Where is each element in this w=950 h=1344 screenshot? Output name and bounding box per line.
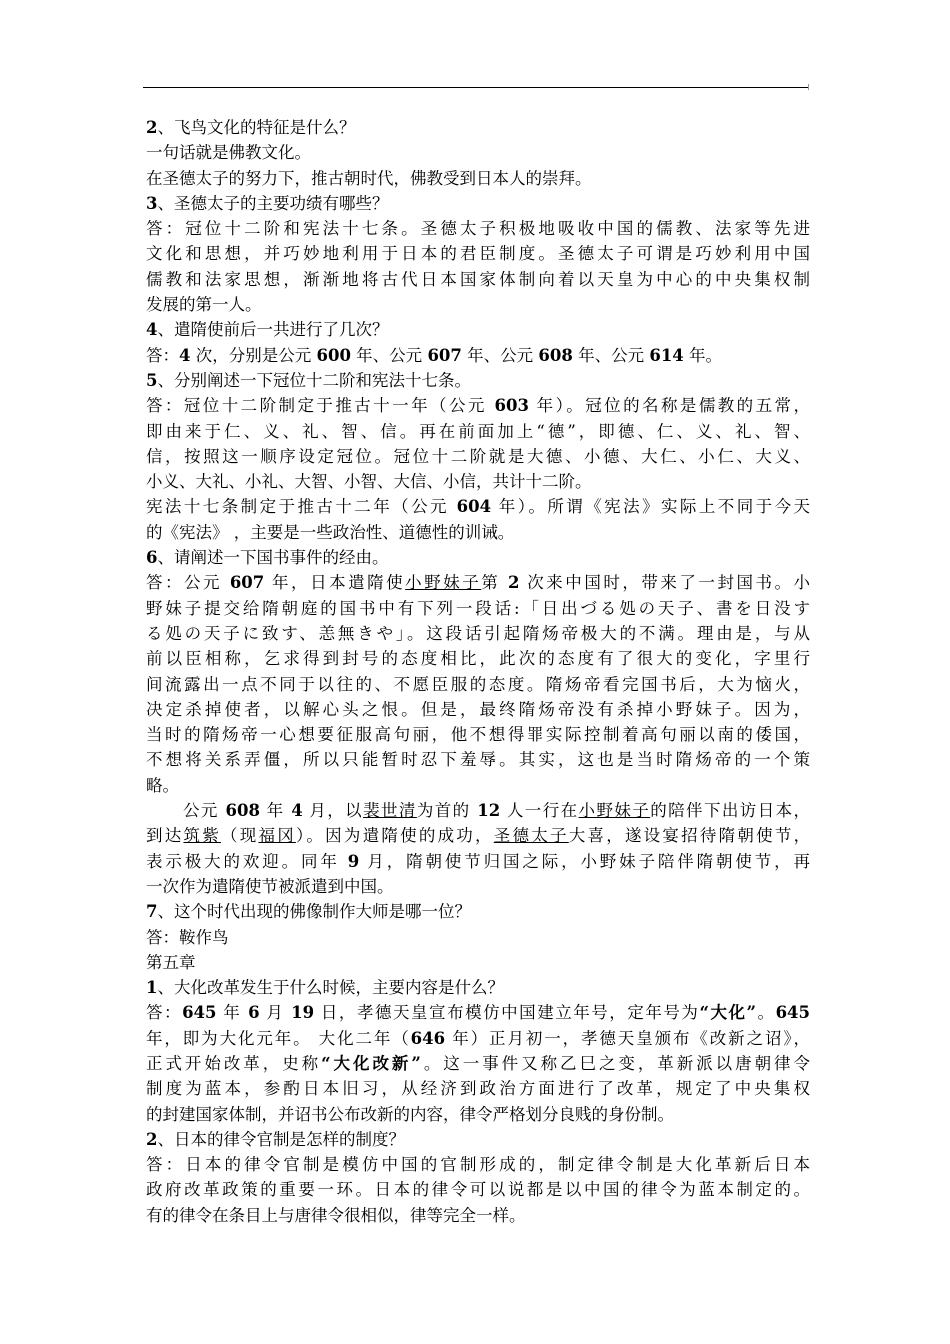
answer-line: 答：公元 607 年，日本遣隋使小野妹子第 2 次来中国时，带来了一封国书。小: [146, 573, 811, 593]
answer-line: 制度为蓝本，参酌日本旧习，从经济到政治方面进行了改革，规定了中央集权: [146, 1079, 810, 1099]
question-heading: 2、飞鸟文化的特征是什么？: [146, 118, 356, 137]
answer-line: 有的律令在条目上与唐律令很相似，律等完全一样。: [146, 1205, 526, 1225]
answer-line: 信，按照这一顺序设定冠位。冠位十二阶就是大德、小德、大仁、小仁、大义、: [146, 446, 810, 466]
answer-line: 答：冠位十二阶和宪法十七条。圣德太子积极地吸收中国的儒教、法家等先进: [146, 219, 810, 239]
answer-line: 发展的第一人。: [146, 295, 262, 315]
question-heading: 1、大化改革发生于什么时候，主要内容是什么？: [146, 978, 504, 998]
answer-line: 文化和思想，并巧妙地利用于日本的君臣制度。圣德太子可谓是巧妙利用中国: [146, 244, 810, 264]
question-heading: 7、这个时代出现的佛像制作大师是哪一位？: [146, 902, 471, 922]
answer-line: 答：鞍作鸟: [146, 927, 229, 947]
answer-line: 政府改革政策的重要一环。日本的律令可以说都是以中国的律令为蓝本制定的。: [146, 1180, 810, 1200]
question-heading: 5、分别阐述一下冠位十二阶和宪法十七条。: [146, 370, 471, 390]
answer-line: 即由来于仁、义、礼、智、信。再在前面加上“德”，即德、仁、义、礼、智、: [146, 421, 810, 441]
answer-line: 答：4 次，分别是公元 600 年、公元 607 年、公元 608 年、公元 614 年。: [146, 345, 723, 365]
question-heading: 4、遣隋使前后一共进行了几次？: [146, 320, 389, 340]
answer-line: 间流露出一点不同于以往的、不愿臣服的态度。隋炀帝看完国书后，大为恼火，: [146, 674, 810, 694]
answer-line: 决定杀掉使者，以解心头之恨。但是，最终隋炀帝没有杀掉小野妹子。因为，: [146, 699, 810, 719]
header-rule-tick: [808, 84, 809, 90]
answer-line: 答：645 年 6 月 19 日，孝德天皇宣布模仿中国建立年号，定年号为“大化”。645: [146, 1003, 811, 1023]
answer-line: 小义、大礼、小礼、大智、小智、大信、小信，共计十二阶。: [146, 472, 592, 492]
answer-line: 略。: [146, 775, 179, 795]
answer-line: 答：日本的律令官制是模仿中国的官制形成的，制定律令制是大化革新后日本: [146, 1155, 810, 1175]
answer-line: 儒教和法家思想，渐渐地将古代日本国家体制向着以天皇为中心的中央集权制: [146, 269, 810, 289]
header-rule: [143, 87, 809, 88]
answer-line: 一句话就是佛教文化。: [146, 143, 311, 163]
answer-line: る処の天子に致す、恙無きや」。这段话引起隋炀帝极大的不满。理由是，与从: [146, 623, 810, 643]
question-heading: 2、日本的律令官制是怎样的制度？: [146, 1129, 405, 1149]
answer-line: 的封建国家体制，并诏书公布改新的内容，律令严格划分良贱的身份制。: [146, 1104, 674, 1124]
answer-line: 到达筑紫（现福冈）。因为遣隋使的成功，圣德太子大喜，遂设宴招待隋朝使节，: [146, 826, 811, 846]
answer-line: 答：冠位十二阶制定于推古十一年（公元 603 年）。冠位的名称是儒教的五常，: [146, 396, 810, 416]
document-body: [146, 115, 810, 1228]
answer-line: 当时的隋炀帝一心想要征服高句丽，他不想得罪实际控制着高句丽以南的倭国，: [146, 725, 810, 745]
answer-line: 不想将关系弄僵，所以只能暂时忍下羞辱。其实，这也是当时隋炀帝的一个策: [146, 750, 810, 770]
chapter-title: 第五章: [146, 952, 196, 972]
question-heading: 6、请阐述一下国书事件的经由。: [146, 548, 389, 568]
answer-line: 公元 608 年 4 月，以裴世清为首的 12 人一行在小野妹子的陪伴下出访日本，: [183, 801, 811, 821]
question-heading: 3、圣德太子的主要功绩有哪些？: [146, 193, 389, 213]
answer-line: 表示极大的欢迎。同年 9 月，隋朝使节归国之际，小野妹子陪伴隋朝使节，再: [146, 851, 810, 871]
answer-line: 年，即为大化元年。 大化二年（646 年）正月初一，孝德天皇颁布《改新之诏》，: [146, 1028, 811, 1048]
answer-line: 正式开始改革，史称“大化改新”。这一事件又称乙巳之变，革新派以唐朝律令: [146, 1053, 811, 1073]
answer-line: 一次作为遣隋使节被派遣到中国。: [146, 876, 394, 896]
answer-line: 宪法十七条制定于推古十二年（公元 604 年）。所谓《宪法》实际上不同于今天: [146, 497, 811, 517]
answer-line: 在圣德太子的努力下，推古朝时代，佛教受到日本人的崇拜。: [146, 168, 592, 188]
answer-line: 前以臣相称，乞求得到封号的态度相比，此次的态度有了很大的变化，字里行: [146, 649, 810, 669]
answer-line: 野妹子提交给隋朝庭的国书中有下列一段话:「日出づる処の天子、書を日没す: [146, 598, 810, 618]
answer-line: 的《宪法》 ，主要是一些政治性、道德性的训诫。: [146, 522, 515, 542]
